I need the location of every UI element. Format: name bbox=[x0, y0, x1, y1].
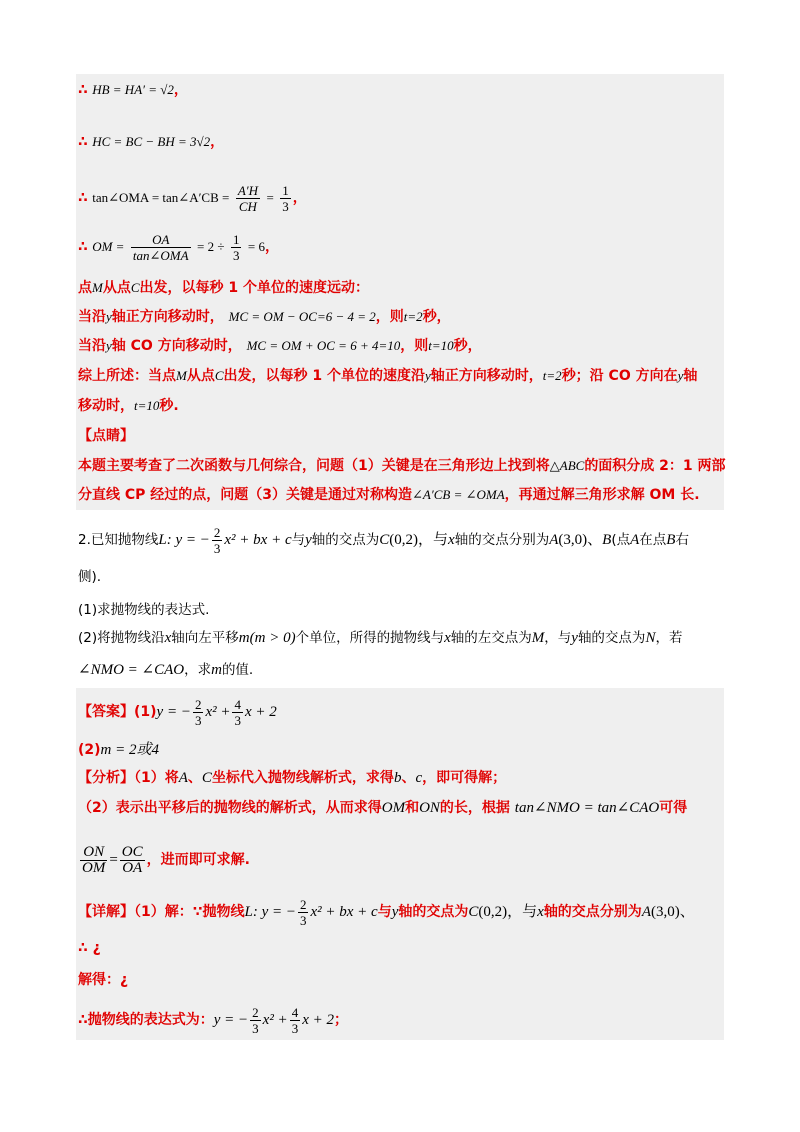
line-note-1: 本题主要考查了二次函数与几何综合，问题（1）关键是在三角形边上找到将△ABC的面积分成 2：1 两部 bbox=[78, 458, 726, 474]
detail-line-1: 【详解】（1）解：∵抛物线L: y = − $\frac{2}{3}$ x² + bx + c与y轴的交点为C(0,2)，与x轴的交点分别为A(3,0)、 bbox=[78, 896, 695, 928]
detail-line-4: ∴抛物线的表达式为：y = − $\frac{2}{3}$ x² + $\frac{4}{3}$ x + 2； bbox=[78, 1004, 348, 1036]
problem-part-2: (2)将抛物线沿x轴向左平移m(m > 0)个单位，所得的抛物线与x轴的左交点为M，与y轴的交点为N，若 bbox=[78, 630, 683, 646]
line-summary-1: 综上所述：当点M从点C出发，以每秒 1 个单位的速度沿y轴正方向移动时，t=2秒；沿 CO 方向在y轴 bbox=[78, 368, 698, 384]
line-move-co: 当沿y轴 CO 方向移动时， MC = OM + OC = 6 + 4=10，则t=10秒， bbox=[78, 338, 482, 354]
line-om: ∴ OM = $\frac{OA}{\text{tan∠OMA}}$ = 2 ÷ $\frac{1}{3}$ = 6， bbox=[78, 231, 279, 263]
line-tan: ∴ tan∠OMA = tan∠A′CB = $\frac{A'H}{CH}$ = $\frac{1}{3}$ ， bbox=[78, 182, 307, 214]
analysis-line-1: 【分析】（1）将A、C坐标代入抛物线解析式，求得b、c，即可得解； bbox=[78, 770, 507, 786]
problem-statement-2: 侧). bbox=[78, 569, 102, 585]
detail-line-3: 解得：¿ bbox=[78, 972, 129, 988]
line-note-2: 分直线 CP 经过的点，问题（3）关键是通过对称构造∠A′CB = ∠OMA，再通过解三角形求解 OM 长. bbox=[78, 487, 700, 503]
line-hc: ∴ HC = BC − BH = 3√2， bbox=[78, 134, 225, 150]
line-move-y-positive: 当沿y轴正方向移动时， MC = OM − OC=6 − 4 = 2，则t=2秒， bbox=[78, 309, 451, 325]
analysis-line-2: （2）表示出平移后的抛物线的解析式，从而求得OM和ON的长，根据 tan∠NMO = tan∠CAO可得 bbox=[78, 800, 688, 816]
problem-statement-1: 2.已知抛物线L: y = − $\frac{2}{3}$ x² + bx + c与y轴的交点为C(0,2)，与x轴的交点分别为A(3,0)、B(点A在点B右 bbox=[78, 524, 689, 556]
analysis-line-3: $\frac{ON}{OM}$ = $\frac{OC}{OA}$ ，进而即可求解. bbox=[82, 843, 250, 876]
problem-part-2-cont: ∠NMO = ∠CAO，求m的值. bbox=[78, 662, 254, 678]
answer-line-1: 【答案】(1)y = − $\frac{2}{3}$ x² + $\frac{4}{3}$ x + 2 bbox=[78, 696, 277, 728]
problem-part-1: (1)求抛物线的表达式. bbox=[78, 602, 210, 618]
line-move-intro: 点M从点C出发，以每秒 1 个单位的速度远动： bbox=[78, 280, 370, 296]
section-tag-dianjing: 【点睛】 bbox=[78, 428, 134, 444]
line-hb: ∴ HB = HA′ = √2， bbox=[78, 82, 188, 98]
line-summary-2: 移动时，t=10秒. bbox=[78, 398, 179, 414]
answer-line-2: (2)m = 2或4 bbox=[78, 742, 160, 758]
detail-line-2: ∴ ¿ bbox=[78, 940, 101, 956]
